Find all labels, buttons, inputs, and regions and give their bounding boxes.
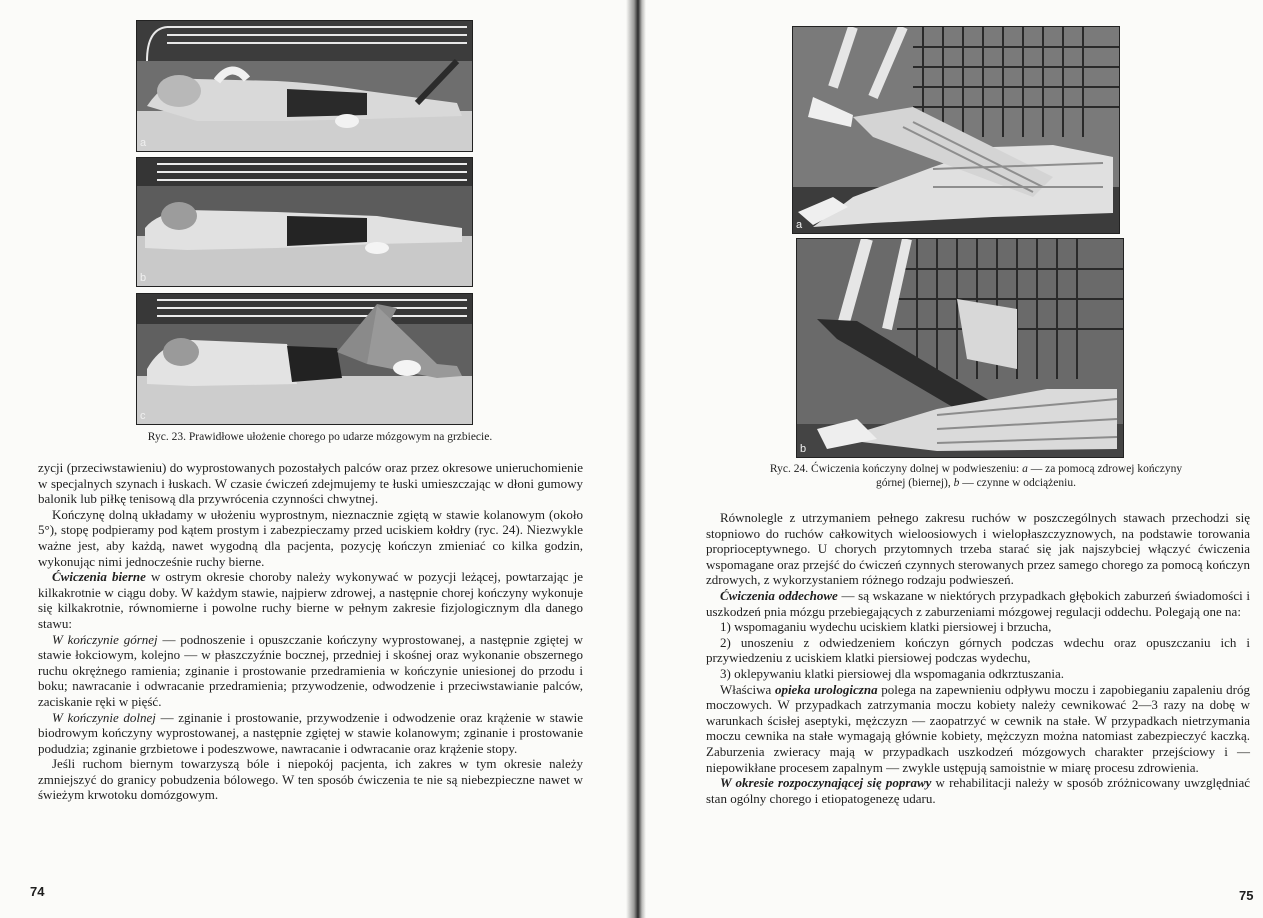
inline-term: W kończynie dolnej xyxy=(52,709,156,725)
inline-term: W kończynie górnej xyxy=(52,631,158,647)
paragraph: Równolegle z utrzymaniem pełnego zakresu ruchów w poszczególnych stawach przechodzi się stopniowo do ruchów całkowitych wieloosiowych i wielopłaszczyznowych, na podstawie torowania proprioceptywnego. U chorych przytomnych trzeba starać się jak najszybciej włączyć ćwiczenia wspomagane oraz przejść do ćwiczeń czynnych sterowanych przez samego chorego za pomocą kończyn zdrowych, z wykorzystaniem różnego rodzaju podwieszeń. xyxy=(706,510,1250,588)
paragraph xyxy=(706,588,1250,619)
panel-letter: b xyxy=(800,443,807,455)
caption-text: górnej (biernej), xyxy=(876,477,954,489)
caption-letter: b xyxy=(953,477,960,489)
page-number: 74 xyxy=(30,884,45,899)
panel-letter: b xyxy=(140,272,147,284)
list-item: 2) unoszeniu z odwiedzeniem kończyn górnych podczas wdechu oraz opuszczaniu ich i przywiedzeniu z uciskiem klatki piersiowej podczas wydechu, xyxy=(706,634,1250,666)
inline-text: Właściwa xyxy=(720,681,775,697)
inline-text: w rehabilitacji należy w sposób zróżnicowany uwzględniać stan ogólny chorego i etiopatogenezę udaru. xyxy=(706,775,1251,806)
inline-text: — podnoszenie i opuszczanie kończyny wyprostowanej, a następnie zgiętej w stawie łokciowym, kolejno — w płaszczyźnie bocznej, przedniej i skośnej oraz wykonanie obszernego ruchu okrężnego ramienia; zginanie i prostowanie przedramienia w kończynie uniesionej do przodu i boku; nawracanie i odwracanie przedramienia; przywodzenie, odwodzenie i przeciwstawianie palców, zaciskanie ręki w pięść. xyxy=(38,631,583,709)
panel-letter: a xyxy=(140,137,147,149)
inline-term: Ćwiczenia bierne xyxy=(52,569,146,585)
figure-24-caption xyxy=(696,462,1256,490)
paragraph xyxy=(38,569,583,631)
caption-text: Ryc. 24. Ćwiczenia kończyny dolnej w podwieszeniu: xyxy=(769,463,1023,475)
paragraph xyxy=(706,682,1250,776)
figure-24-panel-b xyxy=(796,238,1124,458)
figure-23-panel-c xyxy=(136,293,473,425)
figure-23-caption: Ryc. 23. Prawidłowe ułożenie chorego po udarze mózgowym na grzbiecie. xyxy=(147,431,493,443)
caption-text: — za pomocą zdrowej kończyny xyxy=(1027,463,1183,475)
paragraph xyxy=(38,632,583,710)
book-gutter xyxy=(626,0,646,918)
inline-text: — są wskazane w niektórych przypadkach głębokich zaburzeń świadomości i uszkodzeń pnia mózgu przebiegających z zaburzeniami mózgowej regulacji oddechu. Polegają one na: xyxy=(706,587,1250,619)
list-item: 3) oklepywaniu klatki piersiowej dla wspomagania odkrztuszania. xyxy=(720,665,1065,681)
caption-line xyxy=(696,462,1256,476)
paragraph: Jeśli ruchom biernym towarzyszą bóle i niepokój pacjenta, ich zakres w tym okresie należy zmniejszyć do granicy pobudzenia bólowego. W ten sposób ćwiczenia te nie są niebezpieczne nawet w świeżym krwotoku domózgowym. xyxy=(38,756,583,803)
caption-line xyxy=(696,476,1256,490)
caption-letter: a xyxy=(1022,463,1028,475)
figure-23-panel-b-image xyxy=(137,158,472,286)
caption-text: — czynne w odciążeniu. xyxy=(959,477,1076,489)
panel-letter: a xyxy=(796,219,803,231)
paragraph: zycji (przeciwstawieniu) do wyprostowanych pozostałych palców oraz przez okresowe unieruchomienie w specjalnych szynach i łuskach. W czasie ćwiczeń zdejmujemy te łuski umieszczając w dłoni gumowy balonik lub piłkę tenisową dla przywrócenia czynności chwytnej. xyxy=(38,460,583,507)
figure-23-panel-a xyxy=(136,20,473,152)
panel-letter: c xyxy=(140,410,146,422)
inline-text: — zginanie i prostowanie, przywodzenie i odwodzenie oraz krążenie w stawie biodrowym kończyny wyprostowanej, a następnie zgiętej w stawie kolanowym; zginanie i prostowanie podudzia; zginanie grzbietowe i podeszwowe, nawracanie i odwracanie oraz krążenie stopy. xyxy=(38,709,583,756)
figure-23-panel-b xyxy=(136,157,473,287)
paragraph xyxy=(706,775,1250,806)
figure-23-panel-c-image xyxy=(137,294,472,424)
paragraph xyxy=(38,710,583,757)
figure-24-panel-b-image xyxy=(797,239,1123,457)
inline-text: polega na zapewnieniu odpływu moczu i zapobieganiu zapaleniu dróg moczowych. W przypadkach zatrzymania moczu kobiety należy cewnikować 2—3 razy na dobę w warunkach ścisłej aseptyki, mężczyzn — zaopatrzyć w cewnik na stałe. W przypadkach nietrzymania moczu cewnika na stałe wymagają głównie kobiety, mężczyzn można natomiast zabezpieczyć kaczką. Zaburzenia zwieracy mają w przypadkach uszkodzeń mózgowych charakter przejściowy i — niepowikłane procesem zapalnym — zwykle ustępują samoistnie w miarę procesu zdrowienia. xyxy=(706,681,1250,775)
list-item: 1) wspomaganiu wydechu uciskiem klatki piersiowej i brzucha, xyxy=(720,619,1052,635)
right-page xyxy=(646,0,1263,918)
left-page xyxy=(0,0,626,918)
right-body-text xyxy=(706,510,1250,806)
inline-term: opieka urologiczna xyxy=(774,681,878,697)
paragraph: Kończynę dolną układamy w ułożeniu wyprostnym, nieznacznie zgiętą w stawie kolanowym (około 5°), stopę podpieramy pod kątem prostym i zabezpieczamy przed uciskiem kołdry (ryc. 24). Niezwykle ważne jest, aby każdą, nawet wygodną dla pacjenta, pozycję kończyn zmieniać co kilka godzin, wykonując nimi jednocześnie ruchy bierne. xyxy=(38,506,583,569)
left-body-text xyxy=(38,460,583,803)
inline-text: w ostrym okresie choroby należy wykonywać w pozycji leżącej, powtarzając je kilkakrotnie w ciągu doby. W każdym stawie, najpierw zdrowej, a następnie chorej kończyny wykonuje się kilkakrotnie, równomierne i powolne ruchy bierne w pełnym zakresie fizjologicznym dla danego stawu: xyxy=(38,569,583,631)
inline-term: W okresie rozpoczynającej się poprawy xyxy=(720,775,932,791)
figure-23-panel-a-image xyxy=(137,21,472,151)
figure-24-panel-a xyxy=(792,26,1120,234)
page-number: 75 xyxy=(1239,888,1254,903)
figure-24-panel-a-image xyxy=(793,27,1119,233)
inline-term: Ćwiczenia oddechowe xyxy=(720,587,838,603)
